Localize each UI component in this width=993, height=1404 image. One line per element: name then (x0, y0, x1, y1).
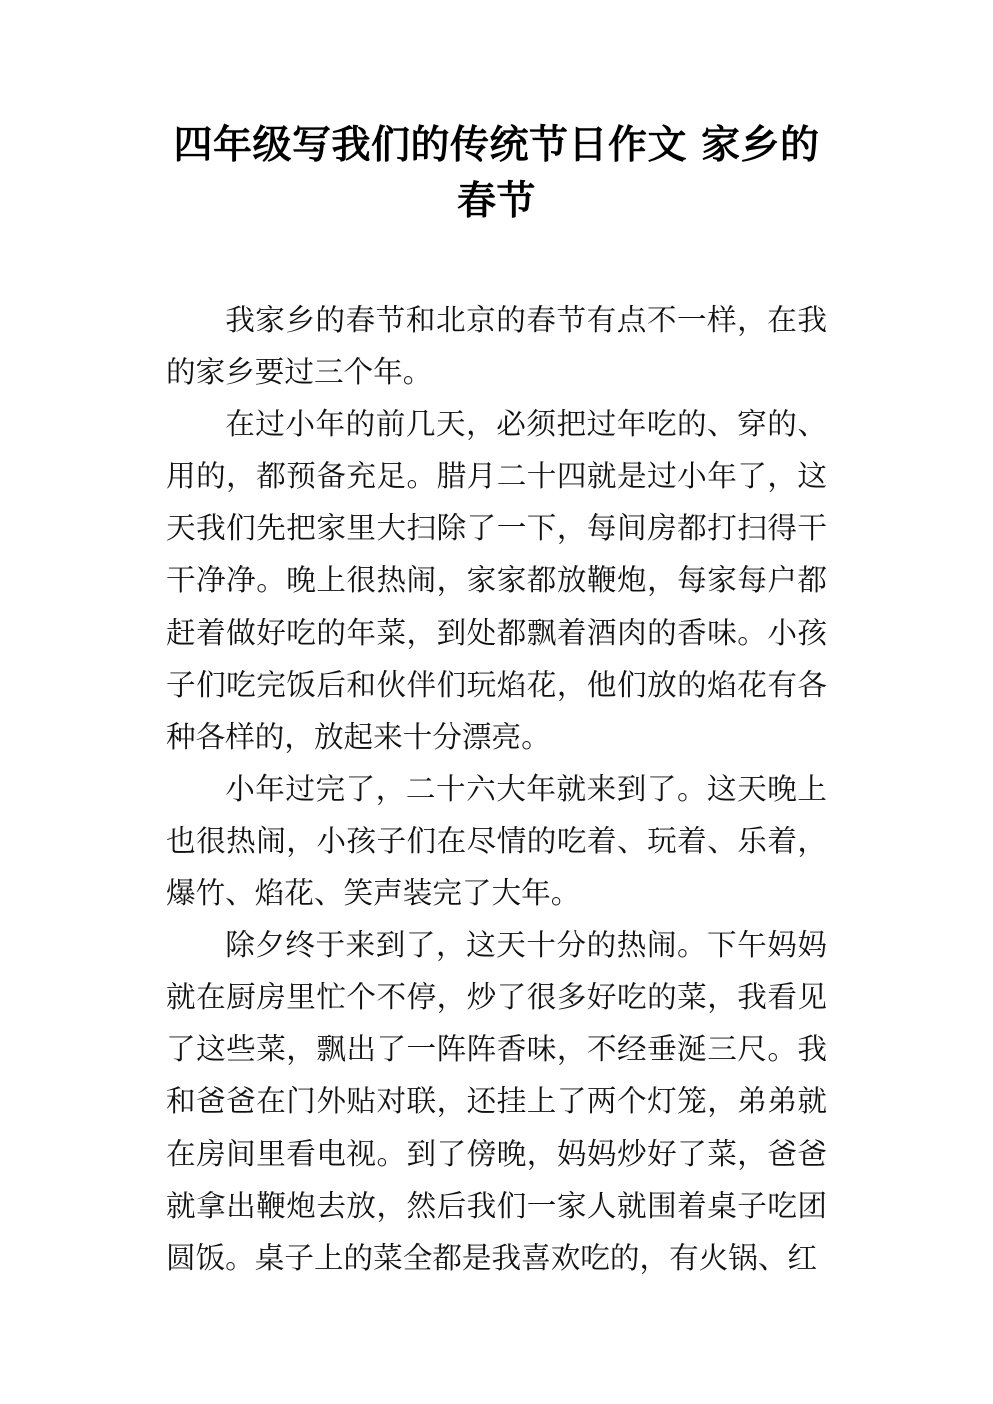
document-title: 四年级写我们的传统节日作文 家乡的春节 (173, 123, 820, 224)
paragraph: 除夕终于来到了，这天十分的热闹。下午妈妈就在厨房里忙个不停，炒了很多好吃的菜，我看见了这些菜，飘出了一阵阵香味，不经垂涎三尺。我和爸爸在门外贴对联，还挂上了两个灯笼，弟弟就在房间里看电视。到了傍晚，妈妈炒好了菜，爸爸就拿出鞭炮去放，然后我们一家人就围着桌子吃团圆饭。桌子上的菜全都是我喜欢吃的，有火锅、红 (166, 928, 827, 1275)
paragraph: 在过小年的前几天，必须把过年吃的、穿的、用的，都预备充足。腊月二十四就是过小年了，这天我们先把家里大扫除了一下，每间房都打扫得干干净净。晚上很热闹，家家都放鞭炮，每家每户都赶着做好吃的年菜，到处都飘着酒肉的香味。小孩子们吃完饭后和伙伴们玩焰花，他们放的焰花有各种各样的，放起来十分漂亮。 (166, 407, 827, 754)
paragraph: 小年过完了，二十六大年就来到了。这天晚上也很热闹，小孩子们在尽情的吃着、玩着、乐着，爆竹、焰花、笑声装完了大年。 (166, 771, 827, 911)
paragraph: 我家乡的春节和北京的春节有点不一样，在我的家乡要过三个年。 (166, 303, 827, 390)
document-body (166, 294, 827, 1284)
